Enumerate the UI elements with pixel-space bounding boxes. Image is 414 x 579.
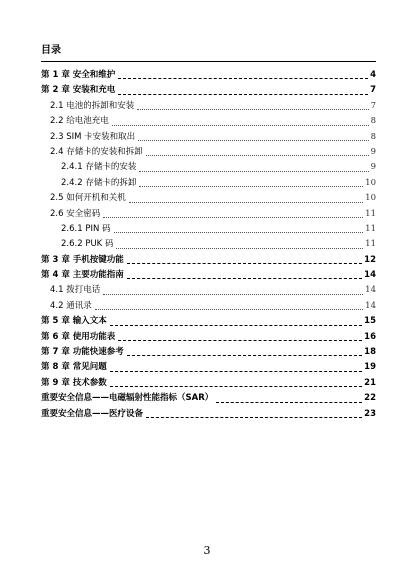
toc-leader-line [118,78,368,79]
toc-leader-line [95,309,363,310]
toc-leader-line [139,186,363,187]
toc-entry-page: 11 [365,239,376,250]
toc-entry-page: 9 [370,146,376,157]
toc-leader-line [110,325,362,326]
toc-leader-line [112,125,369,126]
toc-section-entry[interactable] [41,191,376,206]
toc-entry-page: 7 [370,85,376,96]
toc-entry-title: 第 5 章 输入文本 [41,316,107,327]
toc-entry-page: 11 [365,223,376,234]
toc-chapter-entry[interactable] [41,376,376,391]
toc-section-entry[interactable] [41,114,376,129]
toc-entry-title: 重要安全信息——电磁辐射性能指标（SAR） [41,393,214,404]
toc-leader-line [216,402,362,403]
toc-subsection-entry[interactable] [41,160,376,175]
toc-title: 目录 [41,45,61,56]
toc-leader-line [110,371,362,372]
toc-entry-page: 14 [364,270,376,281]
toc-entry-page: 7 [370,100,376,111]
toc-subsection-entry[interactable] [41,176,376,191]
toc-entry-page: 22 [364,393,376,404]
toc-chapter-entry[interactable] [41,407,376,422]
toc-entry-page: 8 [370,131,376,142]
toc-entry-title: 2.4.1 存储卡的安装 [61,162,137,173]
toc-leader-line [146,417,362,418]
toc-leader-line [146,155,369,156]
title-divider [41,61,376,62]
toc-entry-title: 2.6.2 PUK 码 [61,239,114,250]
toc-leader-line [139,171,368,172]
toc-chapter-entry[interactable] [41,268,376,283]
toc-leader-line [127,278,362,279]
toc-entry-title: 4.1 拨打电话 [50,285,101,296]
toc-entry-title: 重要安全信息——医疗设备 [41,408,144,419]
page-number: 3 [203,544,211,557]
toc-entry-page: 8 [370,116,376,127]
toc-entry-page: 12 [364,254,376,265]
toc-leader-line [137,109,368,110]
toc-chapter-entry[interactable] [41,68,376,83]
toc-leader-line [118,340,362,341]
toc-entry-page: 11 [365,208,376,219]
toc-entry-title: 第 8 章 常见问题 [41,362,107,373]
toc-leader-line [129,202,363,203]
toc-entry-title: 第 7 章 功能快速参考 [41,347,124,358]
toc-subsection-entry[interactable] [41,222,376,237]
toc-leader-line [138,140,368,141]
toc-entry-page: 18 [364,347,376,358]
toc-leader-line [103,294,363,295]
toc-section-entry[interactable] [41,145,376,160]
toc-entry-title: 第 4 章 主要功能指南 [41,270,124,281]
toc-chapter-entry[interactable] [41,345,376,360]
toc-entry-title: 2.5 如何开机和关机 [50,193,126,204]
toc-leader-line [116,248,363,249]
toc-entry-page: 10 [365,193,376,204]
toc-entry-page: 14 [365,300,376,311]
toc-entry-page: 15 [364,316,376,327]
toc-chapter-entry[interactable] [41,391,376,406]
toc-entry-page: 10 [365,177,376,188]
toc-entry-page: 9 [370,162,376,173]
toc-leader-line [127,263,362,264]
table-of-contents [41,68,376,422]
toc-entry-page: 23 [364,408,376,419]
toc-subsection-entry[interactable] [41,237,376,252]
toc-entry-title: 2.1 电池的拆卸和安装 [50,100,135,111]
toc-entry-title: 4.2 通讯录 [50,300,92,311]
toc-section-entry[interactable] [41,299,376,314]
toc-entry-page: 4 [370,69,376,80]
toc-leader-line [118,94,368,95]
toc-entry-page: 16 [364,331,376,342]
toc-leader-line [127,355,362,356]
toc-leader-line [114,232,364,233]
toc-chapter-entry[interactable] [41,314,376,329]
toc-entry-title: 2.4 存储卡的安装和拆卸 [50,146,143,157]
toc-entry-page: 14 [365,285,376,296]
toc-entry-title: 第 2 章 安装和充电 [41,85,116,96]
toc-chapter-entry[interactable] [41,360,376,375]
toc-entry-page: 21 [364,377,376,388]
toc-entry-title: 2.4.2 存储卡的拆卸 [61,177,137,188]
toc-entry-title: 2.2 给电池充电 [50,116,109,127]
toc-entry-title: 第 3 章 手机按键功能 [41,254,124,265]
toc-section-entry[interactable] [41,207,376,222]
toc-entry-title: 第 9 章 技术参数 [41,377,107,388]
toc-entry-title: 第 1 章 安全和维护 [41,69,116,80]
toc-chapter-entry[interactable] [41,83,376,98]
toc-chapter-entry[interactable] [41,330,376,345]
toc-entry-title: 2.6.1 PIN 码 [61,223,111,234]
toc-chapter-entry[interactable] [41,253,376,268]
toc-leader-line [110,386,362,387]
toc-entry-title: 2.3 SIM 卡安装和取出 [50,131,136,142]
toc-entry-title: 2.6 安全密码 [50,208,101,219]
toc-section-entry[interactable] [41,130,376,145]
toc-entry-title: 第 6 章 使用功能表 [41,331,116,342]
toc-section-entry[interactable] [41,283,376,298]
toc-leader-line [103,217,363,218]
toc-entry-page: 19 [364,362,376,373]
toc-section-entry[interactable] [41,99,376,114]
